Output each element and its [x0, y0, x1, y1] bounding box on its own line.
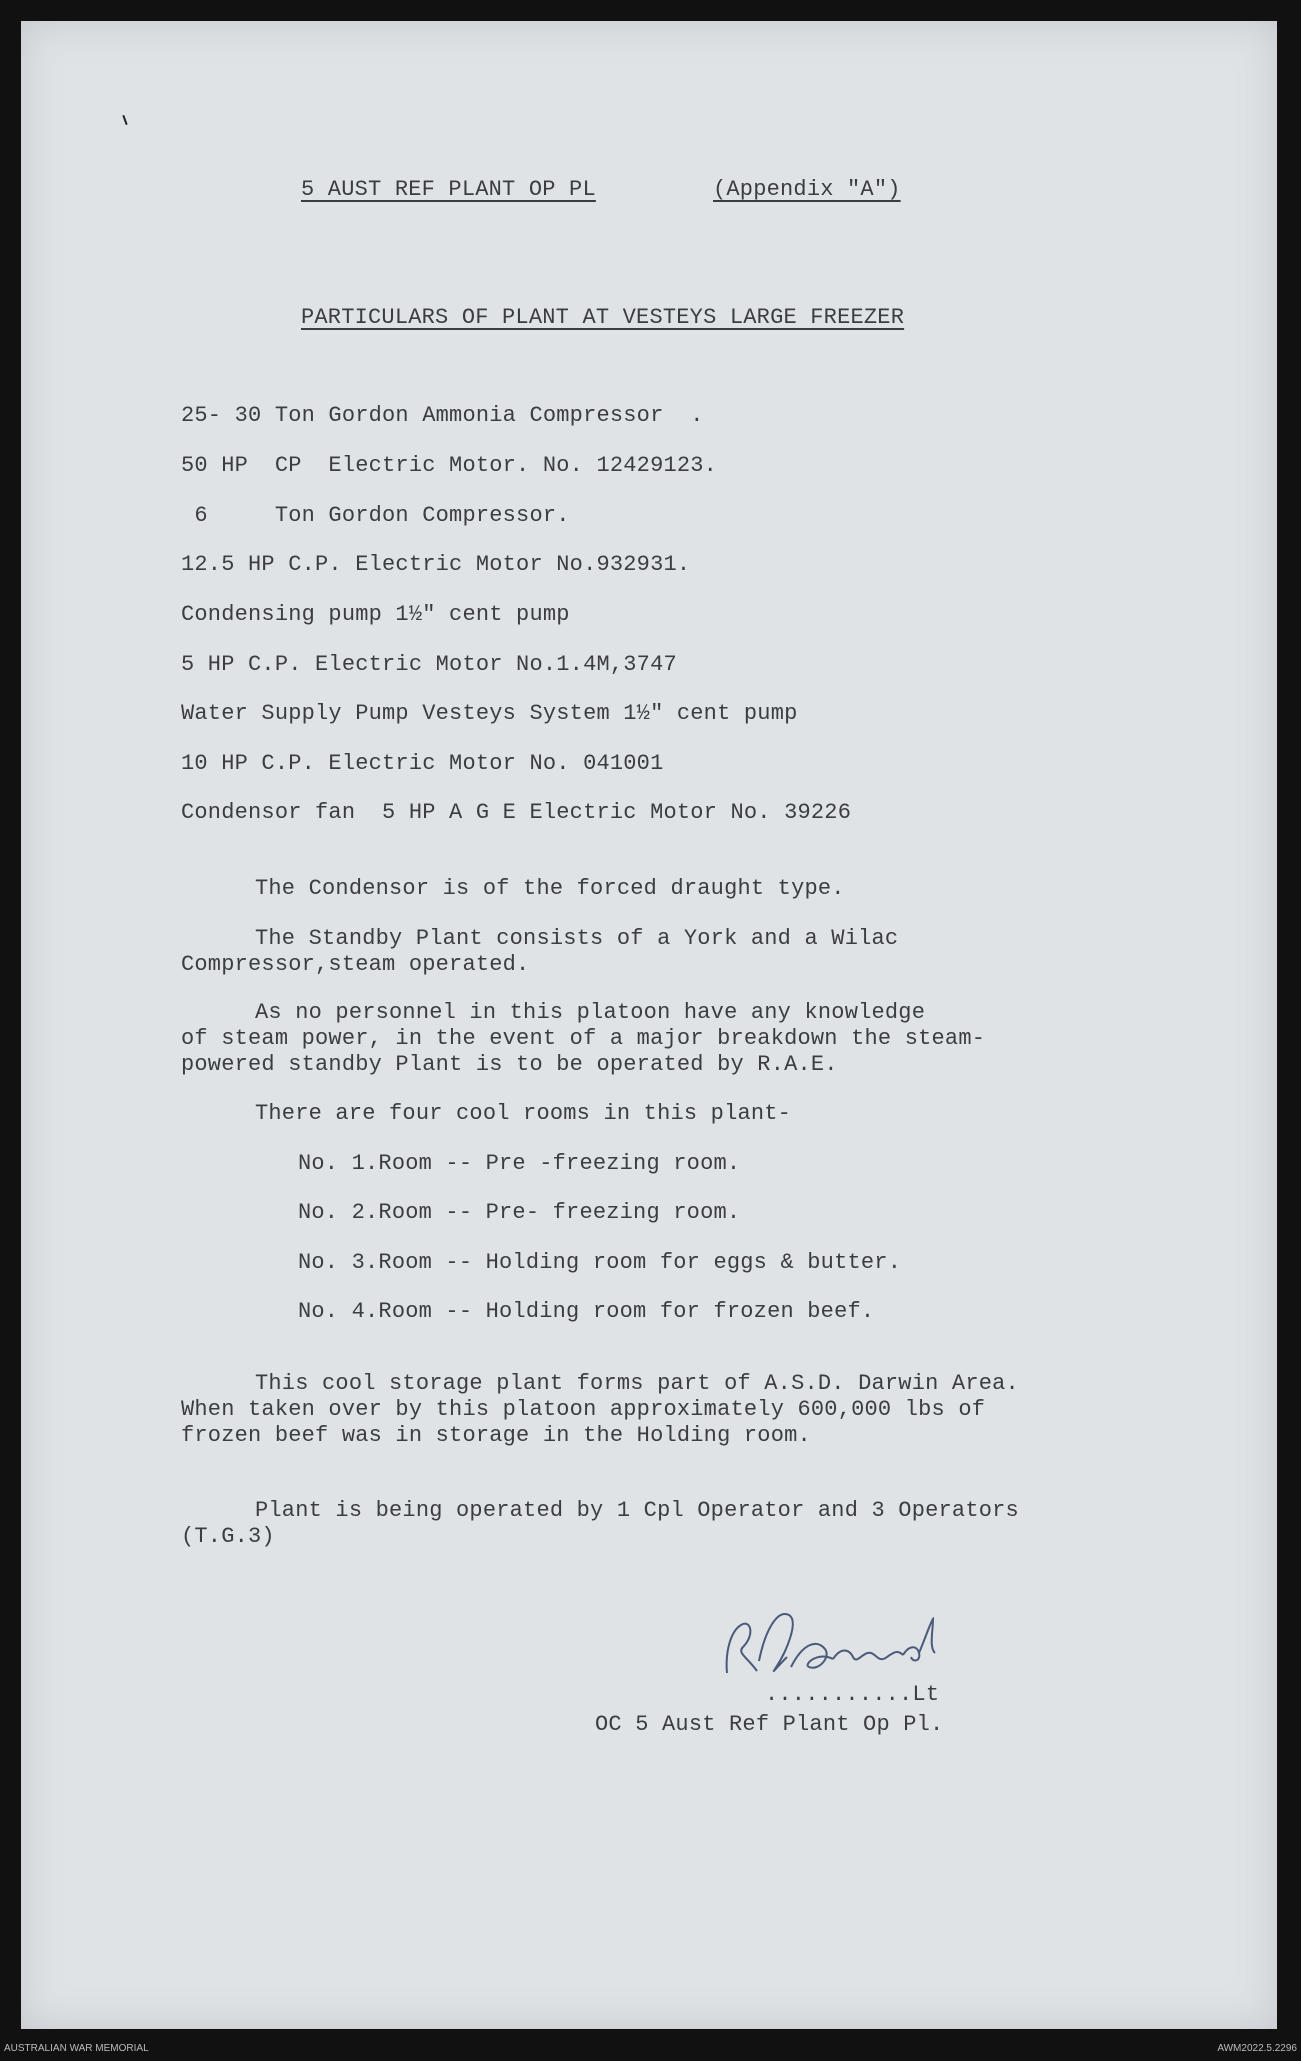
paragraph-line: As no personnel in this platoon have any knowledge	[255, 1000, 926, 1025]
signature-line: ...........Lt	[765, 1682, 940, 1707]
room-item: No. 3.Room -- Holding room for eggs & butter.	[298, 1250, 902, 1275]
plant-item: 10 HP C.P. Electric Motor No. 041001	[181, 751, 664, 776]
paragraph-line: powered standby Plant is to be operated by R.A.E.	[181, 1052, 838, 1077]
plant-item: 6 Ton Gordon Compressor.	[181, 503, 570, 528]
plant-item: 12.5 HP C.P. Electric Motor No.932931.	[181, 552, 691, 577]
paragraph-line: This cool storage plant forms part of A.S.D. Darwin Area.	[255, 1371, 1019, 1396]
footer-right: AWM2022.5.2296	[1217, 2043, 1297, 2054]
paragraph-line: Plant is being operated by 1 Cpl Operator and 3 Operators	[255, 1498, 1019, 1523]
ink-mark	[122, 115, 127, 125]
paragraph-line: Compressor,steam operated.	[181, 952, 530, 977]
paragraph-line: of steam power, in the event of a major breakdown the steam-	[181, 1026, 986, 1051]
paragraph-line: frozen beef was in storage in the Holding room.	[181, 1423, 811, 1448]
signature-title: OC 5 Aust Ref Plant Op Pl.	[595, 1712, 944, 1737]
rooms-intro: There are four cool rooms in this plant-	[255, 1101, 792, 1126]
room-item: No. 1.Room -- Pre -freezing room.	[298, 1151, 741, 1176]
paragraph-line: (T.G.3)	[181, 1524, 275, 1549]
plant-item: Condensing pump 1½" cent pump	[181, 602, 570, 627]
footer-left: AUSTRALIAN WAR MEMORIAL	[4, 2043, 149, 2054]
document-page	[21, 21, 1277, 2029]
condensor-paragraph: The Condensor is of the forced draught type.	[255, 876, 845, 901]
plant-item: 25- 30 Ton Gordon Ammonia Compressor .	[181, 403, 704, 428]
plant-item: 5 HP C.P. Electric Motor No.1.4M,3747	[181, 652, 677, 677]
appendix-label: (Appendix "A")	[713, 177, 901, 202]
document-header: 5 AUST REF PLANT OP PL	[301, 177, 596, 202]
room-item: No. 4.Room -- Holding room for frozen beef.	[298, 1299, 875, 1324]
document-title: PARTICULARS OF PLANT AT VESTEYS LARGE FREEZER	[301, 305, 905, 330]
plant-item: Water Supply Pump Vesteys System 1½" cent pump	[181, 701, 798, 726]
paragraph-line: When taken over by this platoon approximately 600,000 lbs of	[181, 1397, 986, 1422]
plant-item: Condensor fan 5 HP A G E Electric Motor No. 39226	[181, 800, 852, 825]
paragraph-line: The Standby Plant consists of a York and a Wilac	[255, 926, 899, 951]
room-item: No. 2.Room -- Pre- freezing room.	[298, 1200, 741, 1225]
plant-item: 50 HP CP Electric Motor. No. 12429123.	[181, 453, 718, 478]
